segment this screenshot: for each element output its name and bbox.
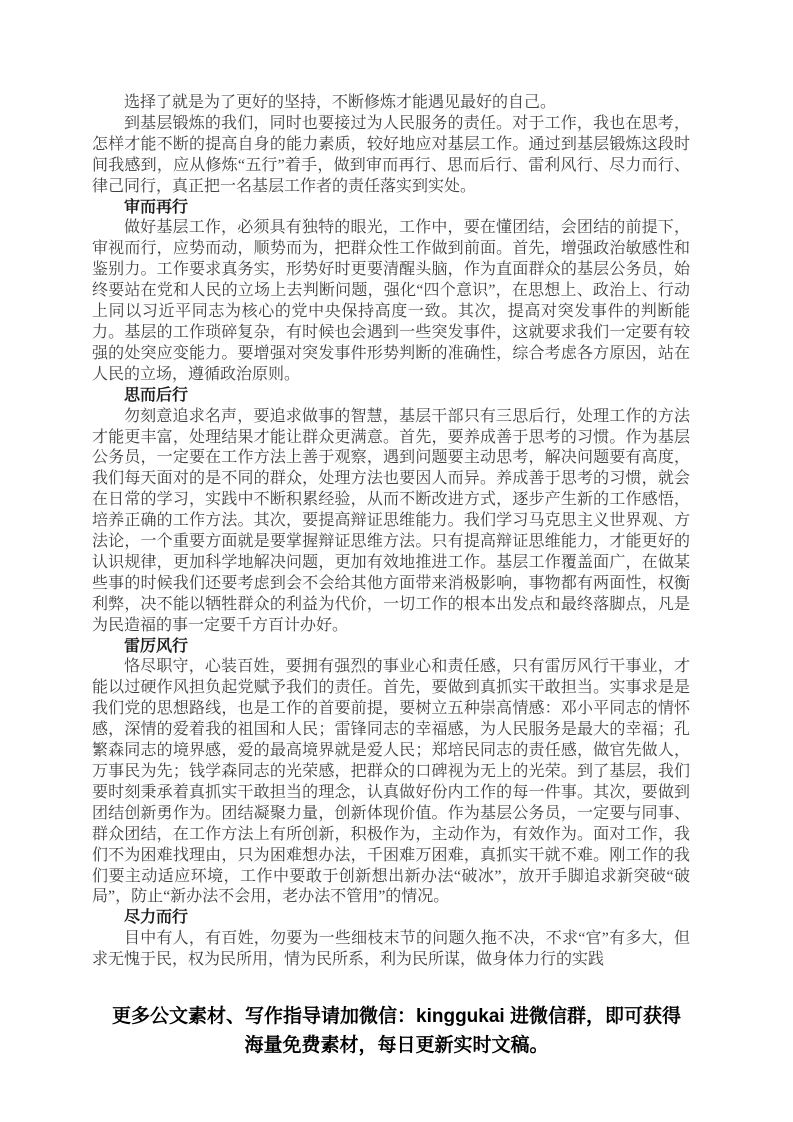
footer-promo-note bbox=[0, 1002, 793, 1060]
paragraph-intro-2: 到基层锻炼的我们，同时也要接过为人民服务的责任。对于工作，我也在思考，怎样才能不断的提高自身的能力素质，较好地应对基层工作。通过到基层锻炼这段时间我感到，应从修炼“五行”着手，做到审而再行、思而后行、雷利风行、尽力而行、律己同行，真正把一名基层工作者的责任落实到实处。 bbox=[92, 114, 690, 195]
paragraph-intro-1: 选择了就是为了更好的坚持，不断修炼才能遇见最好的自己。 bbox=[124, 94, 557, 111]
heading-si-er-hou-xing: 思而后行 bbox=[124, 386, 189, 404]
paragraph-lei-li-feng-xing: 恪尽职守，心装百姓，要拥有强烈的事业心和责任感，只有雷厉风行干事业，才能以过硬作风担负起党赋予我们的责任。首先，要做到真抓实干敢担当。实事求是是我们党的思想路线，也是工作的首要前提，要树立五种崇高情感：邓小平同志的情怀感，深情的爱着我的祖国和人民；雷锋同志的幸福感，为人民服务是最大的幸福；孔繁森同志的境界感，爱的最高境界就是爱人民；郑培民同志的责任感，做官先做人，万事民为先；钱学森同志的光荣感，把群众的口碑视为无上的光荣。到了基层，我们要时刻秉承着真抓实干敢担当的理念，认真做好份内工作的每一件事。其次，要做到团结创新勇作为。团结凝聚力量，创新体现价值。作为基层公务员，一定要与同事、群众团结，在工作方法上有所创新，积极作为，主动作为，有效作为。面对工作，我们不为困难找理由，只为困难想办法，千困难万困难，真抓实干就不难。刚工作的我们要主动适应环境，工作中要敢于创新想出新办法“破冰”，放开手脚追求新突破“破局”，防止“新办法不会用，老办法不管用”的情况。 bbox=[92, 658, 690, 906]
paragraph-shen-er-zai-xing: 做好基层工作，必须具有独特的眼光，工作中，要在懂团结，会团结的前提下，审视而行，应势而动，顺势而为，把群众性工作做到前面。首先，增强政治敏感性和鉴别力。工作要求真务实，形势好时更要清醒头脑，作为直面群众的基层公务员，始终要站在党和人民的立场上去判断问题，强化“四个意识”，在思想上、政治上、行动上同以习近平同志为核心的党中央保持高度一致。其次，提高对突发事件的判断能力。基层的工作琐碎复杂，有时候也会遇到一些突发事件，这就要求我们一定要有较强的处突应变能力。要增强对突发事件形势判断的准确性，综合考虑各方原因，站在人民的立场，遵循政治原则。 bbox=[92, 219, 690, 383]
heading-lei-li-feng-xing: 雷厉风行 bbox=[124, 637, 189, 655]
footer-promo-line-2: 海量免费素材，每日更新实时文稿。 bbox=[244, 1035, 549, 1056]
heading-jin-li-er-xing: 尽力而行 bbox=[124, 909, 189, 927]
footer-promo-line-1: 更多公文素材、写作指导请加微信：kinggukai 进微信群，即可获得 bbox=[112, 1006, 681, 1027]
document-body bbox=[92, 93, 690, 971]
paragraph-jin-li-er-xing: 目中有人，有百姓，勿要为一些细枝末节的问题久拖不决，不求“官”有多大，但求无愧于民，权为民所用，情为民所系，利为民所谋，做身体力行的实践 bbox=[92, 930, 690, 969]
heading-shen-er-zai-xing: 审而再行 bbox=[124, 198, 189, 216]
paragraph-si-er-hou-xing: 勿刻意追求名声，要追求做事的智慧，基层干部只有三思后行，处理工作的方法才能更丰富，处理结果才能让群众更满意。首先，要养成善于思考的习惯。作为基层公务员，一定要在工作方法上善于观察，遇到问题要主动思考，解决问题要有高度，我们每天面对的是不同的群众，处理方法也要因人而异。养成善于思考的习惯，就会在日常的学习，实践中不断积累经验，从而不断改进方式，逐步产生新的工作感悟，培养正确的工作方法。其次，要提高辩证思维能力。我们学习马克思主义世界观、方法论，一个重要方面就是要掌握辩证思维方法。只有提高辩证思维能力，才能更好的认识规律，更加科学地解决问题，更加有效地推进工作。基层工作覆盖面广，在做某些事的时候我们还要考虑到会不会给其他方面带来消极影响，事物都有两面性，权衡利弊，决不能以牺牲群众的利益为代价，一切工作的根本出发点和最终落脚点，凡是为民造福的事一定要千方百计办好。 bbox=[92, 407, 690, 634]
